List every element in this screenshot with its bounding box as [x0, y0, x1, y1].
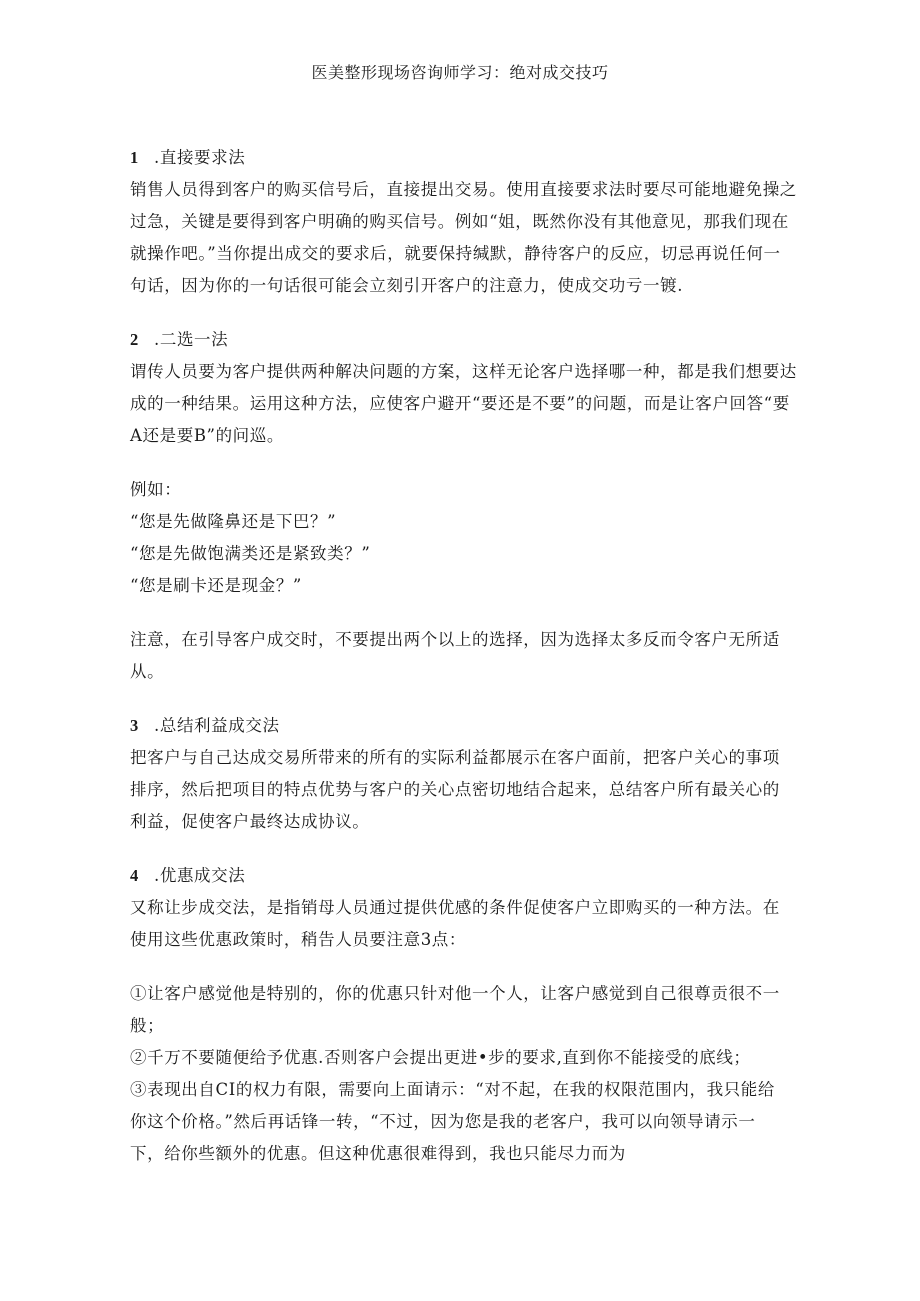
section-title: .总结利益成交法: [154, 716, 280, 735]
paragraph-line: 句话，因为你的一句话很可能会立刻引开客户的注意力，使成交功亏一镀.: [130, 276, 684, 295]
note-line: 从。: [130, 662, 165, 681]
section-title: .直接要求法: [154, 148, 246, 167]
paragraph-line: 谓传人员要为客户提供两种解决问题的方案，这样无论客户选择哪一种，都是我们想要达: [130, 362, 797, 381]
paragraph-line: 把客户与自己达成交易所带来的所有的实际利益都展示在客户面前，把客户关心的事项: [130, 748, 780, 767]
paragraph-line: 利益，促使客户最终达成协议。: [130, 812, 370, 831]
point-line: 你这个价格。”然后再话锋一转，“不过，因为您是我的老客户，我可以向领导请示一: [130, 1112, 756, 1131]
section-title: .二选一法: [154, 330, 229, 349]
example-item: “您是刷卡还是现金？”: [130, 576, 302, 595]
section-heading: [130, 146, 795, 178]
section-heading: [130, 714, 795, 746]
section-title: .优惠成交法: [154, 866, 246, 885]
point-line: 下，给你些额外的优惠。但这种优惠很难得到，我也只能尽力而为: [130, 1144, 626, 1163]
example-item: “您是先做饱满类还是紧致类？”: [130, 544, 371, 563]
paragraph-line: 销售人员得到客户的购买信号后，直接提出交易。使用直接要求法时要尽可能地避免操之: [130, 180, 797, 199]
note-line: 注意，在引导客户成交时，不要提出两个以上的选择，因为选择太多反而令客户无所适: [130, 630, 780, 649]
section-number: 4: [130, 866, 139, 885]
section-number: 3: [130, 716, 139, 735]
point-line: 般；: [130, 1016, 165, 1035]
point-line: ②千万不要随便给予优惠.否则客户会提出更进•步的要求,直到你不能接受的底线；: [130, 1048, 751, 1067]
document-body: [130, 146, 795, 1174]
paragraph-line: 使用这些优惠政策时，稍告人员要注意3点：: [130, 930, 466, 949]
section-number: 2: [130, 330, 139, 349]
paragraph-line: 成的一种结果。运用这种方法，应使客户避开“要还是不要”的问题，而是让客户回答“要: [130, 394, 790, 413]
example-item: “您是先做隆鼻还是下巴？”: [130, 512, 337, 531]
paragraph-line: A还是要B”的问巡。: [130, 426, 284, 445]
example-label: 例如：: [130, 480, 182, 499]
section-heading: [130, 864, 795, 896]
paragraph-line: 排序，然后把项目的特点优势与客户的关心点密切地结合起来，总结客户所有最关心的: [130, 780, 780, 799]
section-number: 1: [130, 148, 139, 167]
paragraph-line: 就操作吧。”当你提出成交的要求后，就要保持缄默，静待客户的反应，切忌再说任何一: [130, 244, 781, 263]
paragraph-line: 过急，关键是要得到客户明确的购买信号。例如“姐，既然你没有其他意见，那我们现在: [130, 212, 789, 231]
page-title: 医美整形现场咨询师学习：绝对成交技巧: [311, 63, 609, 82]
paragraph-line: 又称让步成交法，是指销母人员通过提供优感的条件促使客户立即购买的一种方法。在: [130, 898, 780, 917]
point-line: ①让客户感觉他是特别的，你的优惠只针对他一个人，让客户感觉到自己很尊贡很不一: [130, 984, 780, 1003]
point-line: ③表现出自CI的权力有限，需要向上面请示：“对不起，在我的权限范围内，我只能给: [130, 1080, 775, 1099]
section-heading: [130, 328, 795, 360]
